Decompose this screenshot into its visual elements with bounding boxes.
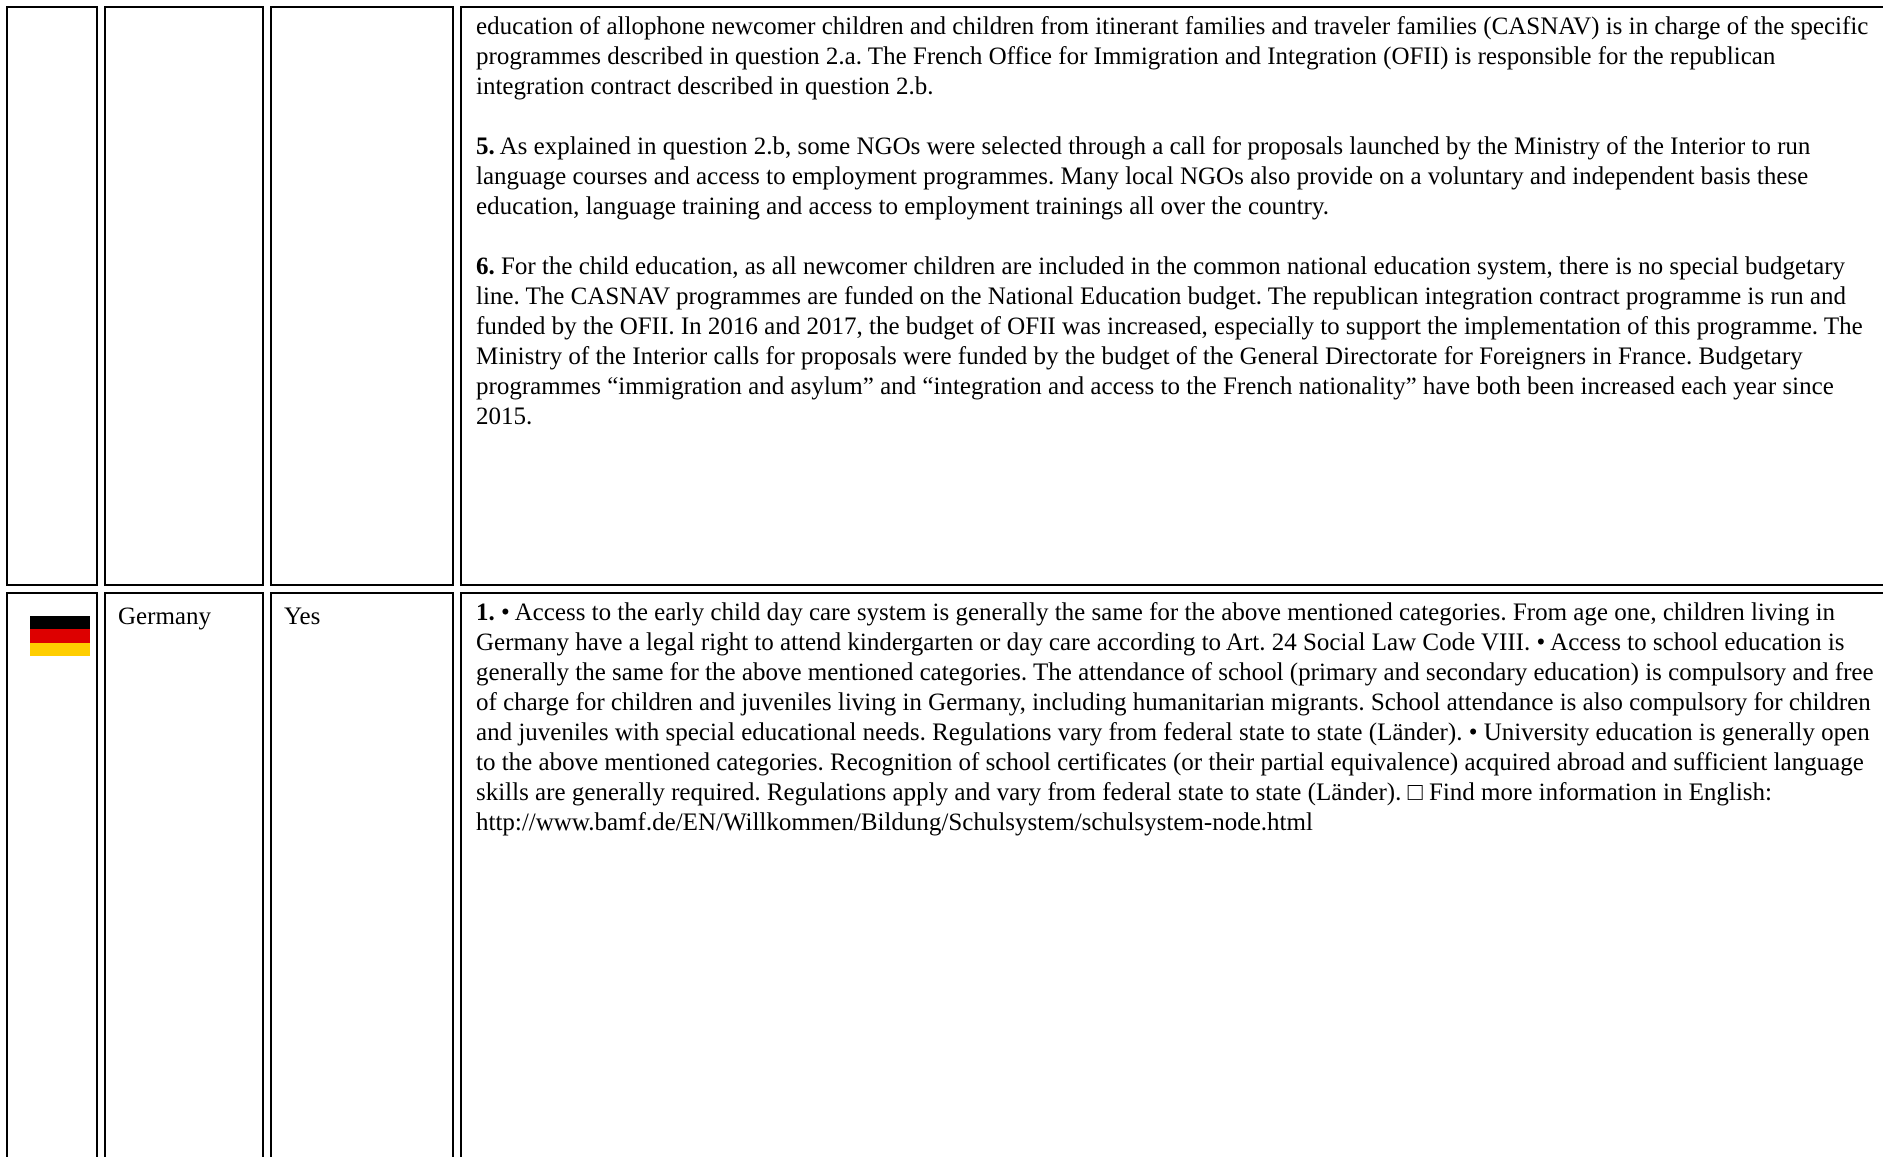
paragraph-text: • Access to the early child day care system is generally the same for the above mentioned categories. From age one, children living in Germany have a legal right to attend kindergarten or day care according to Art. 24 Social Law Code VIII. • Access to school education is generally the same for the above mentioned categories. The attendance of school (primary and secondary education) is compulsory and free of charge for children and juveniles living in Germany, including humanitarian migrants. School attendance is also compulsory for children and juveniles with special educational needs. Regulations vary from federal state to state (Länder). • University education is generally open to the above mentioned categories. Recognition of school certificates (or their partial equivalence) acquired abroad and sufficient language skills are generally required. Regulations apply and vary from federal state to state (Länder). □ Find more information in English: http://www.bamf.de/EN/Willkommen/Bildung/Schulsystem/schulsystem-node.html [476,599,1874,836]
paragraph [476,598,1876,838]
table-row [6,592,1883,1157]
paragraph [476,132,1876,222]
paragraph [476,12,1876,102]
germany-flag-icon [30,616,90,656]
paragraph-text: For the child education, as all newcomer children are included in the common national education system, there is no special budgetary line. The CASNAV programmes are funded on the National Education budget. The republican integration contract programme is run and funded by the OFII. In 2016 and 2017, the budget of OFII was increased, especially to support the implementation of this programme. The Ministry of the Interior calls for proposals were funded by the budget of the General Directorate for Foreigners in France. Budgetary programmes “immigration and asylum” and “integration and access to the French nationality” have both been increased each year since 2015. [476,253,1863,430]
paragraph [476,252,1876,432]
flag-cell [6,592,98,1157]
country-name: Germany [118,603,212,630]
flag-band-red [30,629,90,642]
answer-value: Yes [284,603,321,630]
details-cell [460,592,1883,1157]
answer-value [272,8,452,16]
flag-cell [6,6,98,586]
flag-band-black [30,616,90,629]
paragraph-number: 5. [476,133,495,160]
details-cell [460,6,1883,586]
paragraph-text: As explained in question 2.b, some NGOs were selected through a call for proposals launched by the Ministry of the Interior to run language courses and access to employment programmes. Many local NGOs also provide on a voluntary and independent basis these education, language training and access to employment trainings all over the country. [476,133,1811,220]
country-cell [104,6,264,586]
answer-cell [270,6,454,586]
answer-cell [270,592,454,1157]
paragraph-number: 1. [476,599,495,626]
paragraph-text: education of allophone newcomer children and children from itinerant families and traveler families (CASNAV) is in charge of the specific programmes described in question 2.a. The French Office for Immigration and Integration (OFII) is responsible for the republican integration contract described in question 2.b. [476,13,1869,100]
paragraph-number: 6. [476,253,495,280]
flag-band-gold [30,643,90,656]
country-cell [104,592,264,1157]
country-name [106,8,262,16]
table-row [6,6,1883,586]
